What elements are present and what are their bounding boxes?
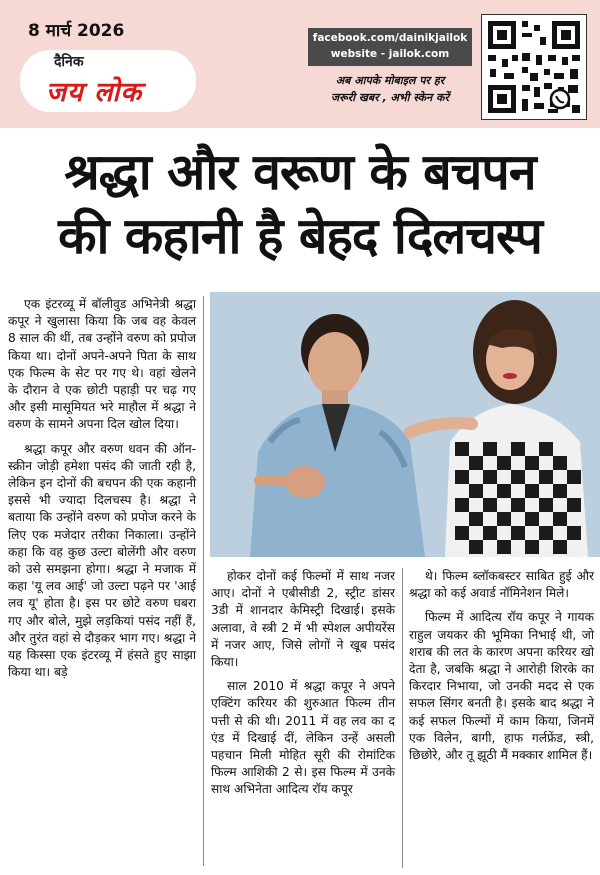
headline-line-1: श्रद्धा और वरूण के बचपन (64, 143, 536, 201)
article-photo (210, 292, 600, 557)
masthead (0, 0, 600, 128)
headline-line-2: की कहानी है बेहद दिलचस्प (58, 207, 542, 265)
scan-promo-line-2: जरूरी खबर , अभी स्केन करें (331, 91, 449, 104)
logo-small-text: दैनिक (54, 54, 84, 70)
column-divider (402, 568, 403, 868)
article-column-1 (8, 296, 196, 681)
paragraph: एक इंटरव्यू में बॉलीवुड अभिनेत्री श्रद्धा कपूर ने खुलासा किया कि जब वह केवल 8 साल की थीं, तब उन्होंने वरुण को प्रपोज किया था। दोनों अपने-अपने पिता के साथ एक फिल्म के सेट पर गए थे। वहां खेलने के दौरान वे एक छोटी पहाड़ी पर चढ़ गए और इसी मासूमियत भरे माहौल में श्रद्धा ने वरुण के सामने अपना दिल खोल दिया। (8, 297, 196, 432)
newspaper-logo (20, 46, 200, 116)
issue-date: 8 मार्च 2026 (28, 21, 125, 41)
scan-promo (300, 72, 480, 106)
logo-main-text: जय लोक (46, 77, 143, 108)
facebook-link[interactable]: facebook.com/dainikjailok (312, 32, 468, 44)
website-link[interactable]: website - jailok.com (330, 48, 450, 60)
article-headline (0, 140, 600, 268)
qr-code-icon[interactable] (481, 14, 587, 120)
article-column-3 (409, 568, 594, 764)
article-column-2 (211, 568, 395, 799)
paragraph: होकर दोनों कई फिल्मों में साथ नजर आए। दोनों ने एबीसीडी 2, स्ट्रीट डांसर 3डी में शानदार केमिस्ट्री दिखाई। इसके अलावा, वे स्त्री 2 में भी स्पेशल अपीयरेंस में नजर आए, जिसे लोगों ने खूब पसंद किया। (211, 569, 395, 670)
paragraph: श्रद्धा कपूर और वरुण धवन की ऑन-स्क्रीन जोड़ी हमेशा पसंद की जाती रही है, लेकिन इन दोनों की बचपन की एक कहानी इससे भी ज्यादा दिलचस्प है। श्रद्धा ने बताया कि उन्होंने वरुण को प्रपोज करने के लिए एक मजेदार तरीका निकाला। उन्होंने कहा कि वह कुछ उल्टा बोलेंगी और वरुण को उसे समझना होगा। श्रद्धा ने मजाक में कहा 'यू लव आई' जो उल्टा पढ़ने पर 'आई लव यू' होता है। इस पर छोटे वरुण घबरा गए और बोले, मुझे लड़कियां पसंद नहीं हैं, और तुरंत वहां से दौड़कर भाग गए। श्रद्धा ने यह किस्सा एक इंटरव्यू में हंसते हुए साझा किया था। बड़े (8, 441, 196, 680)
column-divider (203, 296, 204, 866)
social-links-box (308, 28, 472, 66)
paragraph: साल 2010 में श्रद्धा कपूर ने अपने एक्टिंग करियर की शुरुआत फिल्म तीन पत्ती से की थी। 2011 में वह लव का द एंड में दिखाई दीं, लेकिन उन्हें असली पहचान मिली मोहित सूरी की रोमांटिक फिल्म आशिकी 2 से। इस फिल्म में उनके साथ अभिनेता आदित्य रॉय कपूर (211, 679, 395, 797)
paragraph: थे। फिल्म ब्लॉकबस्टर साबित हुई और श्रद्धा को कई अवार्ड नॉमिनेशन मिले। (409, 569, 594, 601)
paragraph: फिल्म में आदित्य रॉय कपूर ने गायक राहुल जयकर की भूमिका निभाई थी, जो शराब की लत के कारण अपना करियर खो देता है, जबकि श्रद्धा ने आरोही शिरके का किरदार निभाया, जो उनकी मदद से एक सफल सिंगर बनती है। इसके बाद श्रद्धा ने कई सफल फिल्मों में काम किया, जिनमें एक विलेन, बागी, हाफ गर्लफ्रेंड, स्त्री, छिछोरे, और तू झूठी मैं मक्कार शामिल हैं। (409, 610, 594, 763)
scan-promo-line-1: अब आपके मोबाइल पर हर (335, 74, 445, 87)
